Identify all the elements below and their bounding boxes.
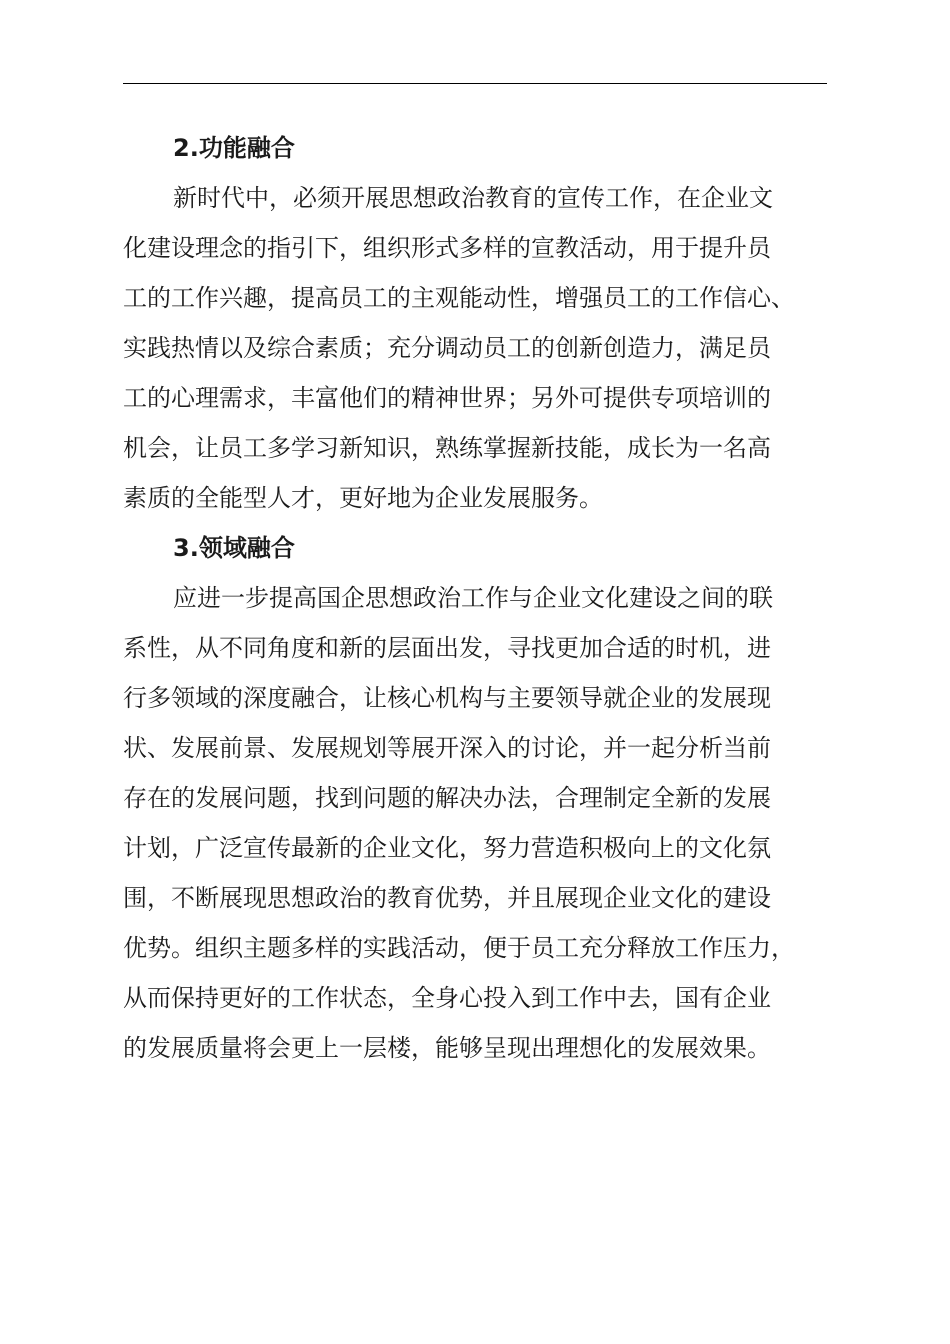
paragraph-line: 新时代中，必须开展思想政治教育的宣传工作，在企业文 [173, 184, 773, 212]
paragraph [123, 173, 827, 523]
paragraph-line: 行多领域的深度融合，让核心机构与主要领导就企业的发展现 [123, 684, 771, 712]
section-domain-integration [123, 523, 827, 1073]
paragraph-line: 存在的发展问题，找到问题的解决办法，合理制定全新的发展 [123, 784, 771, 812]
paragraph-line: 工的工作兴趣，提高员工的主观能动性，增强员工的工作信心、 [123, 284, 795, 312]
section-heading [123, 123, 827, 173]
paragraph-line: 的发展质量将会更上一层楼，能够呈现出理想化的发展效果。 [123, 1034, 771, 1062]
document-body [123, 123, 827, 1073]
paragraph [123, 573, 827, 1073]
paragraph-line: 系性，从不同角度和新的层面出发，寻找更加合适的时机，进 [123, 634, 771, 662]
paragraph-line: 工的心理需求，丰富他们的精神世界；另外可提供专项培训的 [123, 384, 771, 412]
paragraph-line: 状、发展前景、发展规划等展开深入的讨论，并一起分析当前 [123, 734, 771, 762]
paragraph-line: 实践热情以及综合素质；充分调动员工的创新创造力，满足员 [123, 334, 771, 362]
paragraph-line: 从而保持更好的工作状态，全身心投入到工作中去，国有企业 [123, 984, 771, 1012]
heading-number: 3. [173, 534, 199, 562]
paragraph-line: 应进一步提高国企思想政治工作与企业文化建设之间的联 [173, 584, 773, 612]
heading-title: 领域融合 [198, 534, 295, 562]
heading-title: 功能融合 [198, 134, 295, 162]
paragraph-line: 优势。组织主题多样的实践活动，便于员工充分释放工作压力， [123, 934, 795, 962]
section-functional-integration [123, 123, 827, 523]
section-heading [123, 523, 827, 573]
paragraph-line: 机会，让员工多学习新知识，熟练掌握新技能，成长为一名高 [123, 434, 771, 462]
paragraph-line: 化建设理念的指引下，组织形式多样的宣教活动，用于提升员 [123, 234, 771, 262]
paragraph-line: 素质的全能型人才，更好地为企业发展服务。 [123, 484, 603, 512]
paragraph-line: 计划，广泛宣传最新的企业文化，努力营造积极向上的文化氛 [123, 834, 771, 862]
paragraph-line: 围，不断展现思想政治的教育优势，并且展现企业文化的建设 [123, 884, 771, 912]
header-rule [123, 83, 827, 84]
heading-number: 2. [173, 134, 199, 162]
